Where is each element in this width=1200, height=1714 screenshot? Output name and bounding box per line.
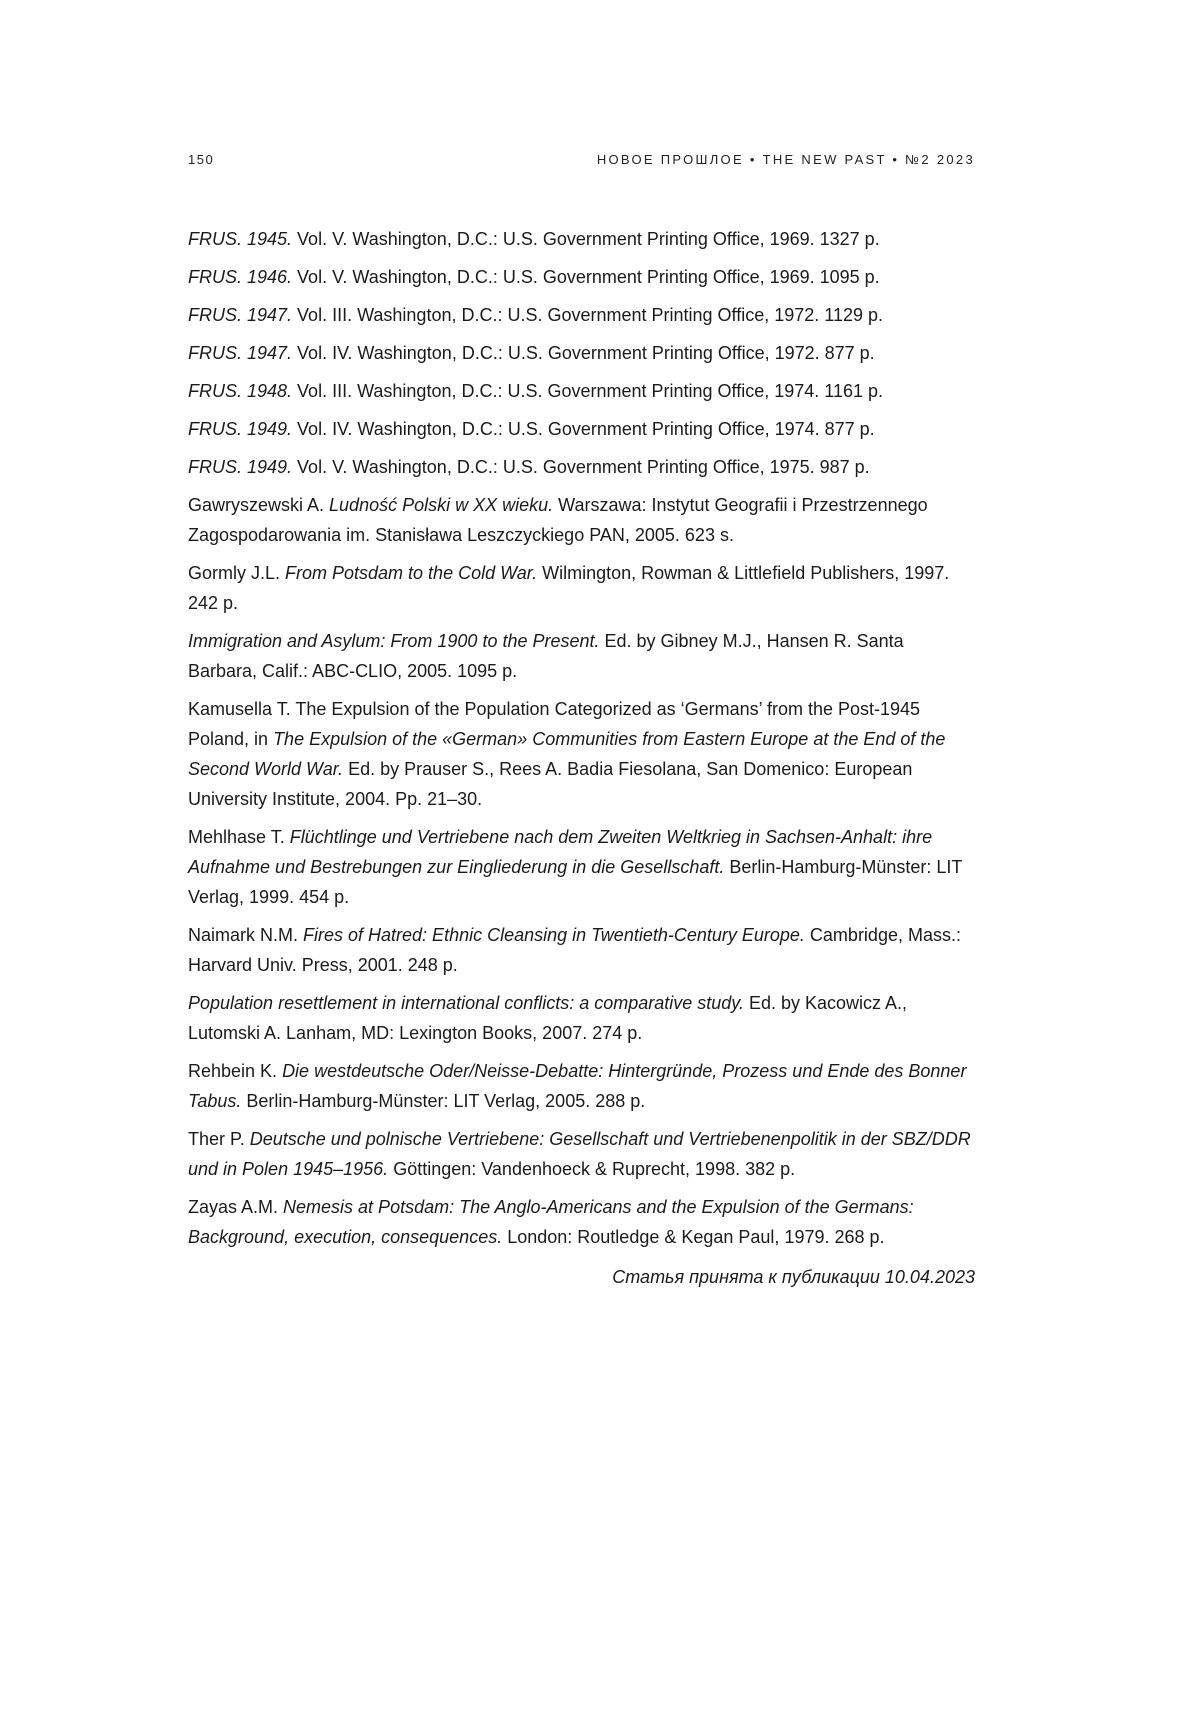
reference-italic-segment: Immigration and Asylum: From 1900 to the Present. — [188, 631, 600, 651]
reference-italic-segment: Ludność Polski w XX wieku. — [329, 495, 554, 515]
reference-italic-segment: Fires of Hatred: Ethnic Cleansing in Twentieth-Century Europe. — [303, 925, 805, 945]
acceptance-note: Статья принята к публикации 10.04.2023 — [612, 1267, 975, 1287]
reference-entry — [188, 452, 975, 482]
reference-entry — [188, 224, 975, 254]
reference-entry — [188, 1124, 975, 1184]
reference-entry — [188, 822, 975, 912]
reference-italic-segment: FRUS. 1948. — [188, 381, 293, 401]
reference-text-segment: Vol. III. Washington, D.C.: U.S. Government Printing Office, 1972. 1129 p. — [292, 305, 884, 325]
reference-entry — [188, 338, 975, 368]
reference-text-segment: Vol. IV. Washington, D.C.: U.S. Government Printing Office, 1974. 877 p. — [292, 419, 875, 439]
reference-text-segment: Göttingen: Vandenhoeck & Ruprecht, 1998. 382 p. — [388, 1159, 796, 1179]
reference-italic-segment: Deutsche und polnische Vertriebene: Gesellschaft und Vertriebenenpolitik in der SBZ/DDR und in Polen 1945–1956. — [188, 1129, 971, 1179]
reference-italic-segment: FRUS. 1945. — [188, 229, 293, 249]
reference-entry — [188, 920, 975, 980]
page-header — [188, 152, 975, 167]
reference-text-segment: Ther P. — [188, 1129, 250, 1149]
reference-entry — [188, 262, 975, 292]
reference-entry — [188, 1056, 975, 1116]
reference-italic-segment: Population resettlement in international conflicts: a comparative study. — [188, 993, 744, 1013]
reference-text-segment: Mehlhase T. — [188, 827, 290, 847]
reference-text-segment: Berlin-Hamburg-Münster: LIT Verlag, 2005. 288 p. — [241, 1091, 646, 1111]
reference-text-segment: Vol. V. Washington, D.C.: U.S. Government Printing Office, 1969. 1095 p. — [292, 267, 880, 287]
reference-text-segment: London: Routledge & Kegan Paul, 1979. 268 p. — [502, 1227, 885, 1247]
reference-entry — [188, 414, 975, 444]
reference-entry — [188, 626, 975, 686]
page-number: 150 — [188, 152, 215, 167]
reference-italic-segment: FRUS. 1949. — [188, 419, 293, 439]
reference-italic-segment: FRUS. 1947. — [188, 343, 293, 363]
reference-italic-segment: From Potsdam to the Cold War. — [285, 563, 538, 583]
reference-text-segment: Gawryszewski A. — [188, 495, 330, 515]
reference-text-segment: Berlin-Hamburg-Münster: LIT Verlag, 1999. 454 p. — [188, 857, 963, 907]
reference-entry — [188, 694, 975, 814]
reference-text-segment: Vol. IV. Washington, D.C.: U.S. Government Printing Office, 1972. 877 p. — [292, 343, 875, 363]
reference-text-segment: Naimark N.M. — [188, 925, 304, 945]
reference-italic-segment: Die westdeutsche Oder/Neisse-Debatte: Hintergründe, Prozess und Ende des Bonner Tabus. — [188, 1061, 967, 1111]
reference-text-segment: Ed. by Kacowicz A., Lutomski A. Lanham, MD: Lexington Books, 2007. 274 p. — [188, 993, 908, 1043]
reference-text-segment: Gormly J.L. — [188, 563, 286, 583]
reference-italic-segment: FRUS. 1947. — [188, 305, 293, 325]
reference-entry — [188, 988, 975, 1048]
reference-text-segment: Cambridge, Mass.: Harvard Univ. Press, 2001. 248 p. — [188, 925, 961, 975]
reference-text-segment: Rehbein K. — [188, 1061, 283, 1081]
reference-text-segment: Ed. by Prauser S., Rees A. Badia Fiesolana, San Domenico: European University Institute, 2004. Pp. 21–30. — [188, 759, 913, 809]
reference-text-segment: Vol. V. Washington, D.C.: U.S. Government Printing Office, 1975. 987 p. — [292, 457, 870, 477]
reference-text-segment: Vol. III. Washington, D.C.: U.S. Government Printing Office, 1974. 1161 p. — [292, 381, 884, 401]
reference-entry — [188, 490, 975, 550]
reference-text-segment: Zayas A.M. — [188, 1197, 284, 1217]
reference-italic-segment: The Expulsion of the «German» Communities from Eastern Europe at the End of the Second World War. — [188, 729, 946, 779]
reference-entry — [188, 376, 975, 406]
reference-italic-segment: FRUS. 1946. — [188, 267, 293, 287]
reference-text-segment: Kamusella T. The Expulsion of the Population Categorized as ‘Germans’ from the Post-1945 Poland, in — [188, 699, 921, 749]
reference-entry — [188, 1192, 975, 1252]
journal-running-head: НОВОЕ ПРОШЛОЕ • THE NEW PAST • №2 2023 — [596, 152, 975, 167]
references-list — [188, 224, 975, 1252]
reference-text-segment: Vol. V. Washington, D.C.: U.S. Government Printing Office, 1969. 1327 p. — [292, 229, 880, 249]
reference-italic-segment: Flüchtlinge und Vertriebene nach dem Zweiten Weltkrieg in Sachsen-Anhalt: ihre Aufnahme und Bestrebungen zur Eingliederung in die Gesellschaft. — [188, 827, 933, 877]
reference-italic-segment: FRUS. 1949. — [188, 457, 293, 477]
reference-text-segment: Wilmington, Rowman & Littlefield Publishers, 1997. 242 p. — [188, 563, 950, 613]
reference-italic-segment: Nemesis at Potsdam: The Anglo-Americans and the Expulsion of the Germans: Background, execution, consequences. — [188, 1197, 914, 1247]
reference-text-segment: Ed. by Gibney M.J., Hansen R. Santa Barbara, Calif.: ABC-CLIO, 2005. 1095 p. — [188, 631, 904, 681]
reference-text-segment: Warszawa: Instytut Geografii i Przestrzennego Zagospodarowania im. Stanisława Leszczyckiego PAN, 2005. 623 s. — [188, 495, 928, 545]
reference-entry — [188, 558, 975, 618]
reference-entry — [188, 300, 975, 330]
